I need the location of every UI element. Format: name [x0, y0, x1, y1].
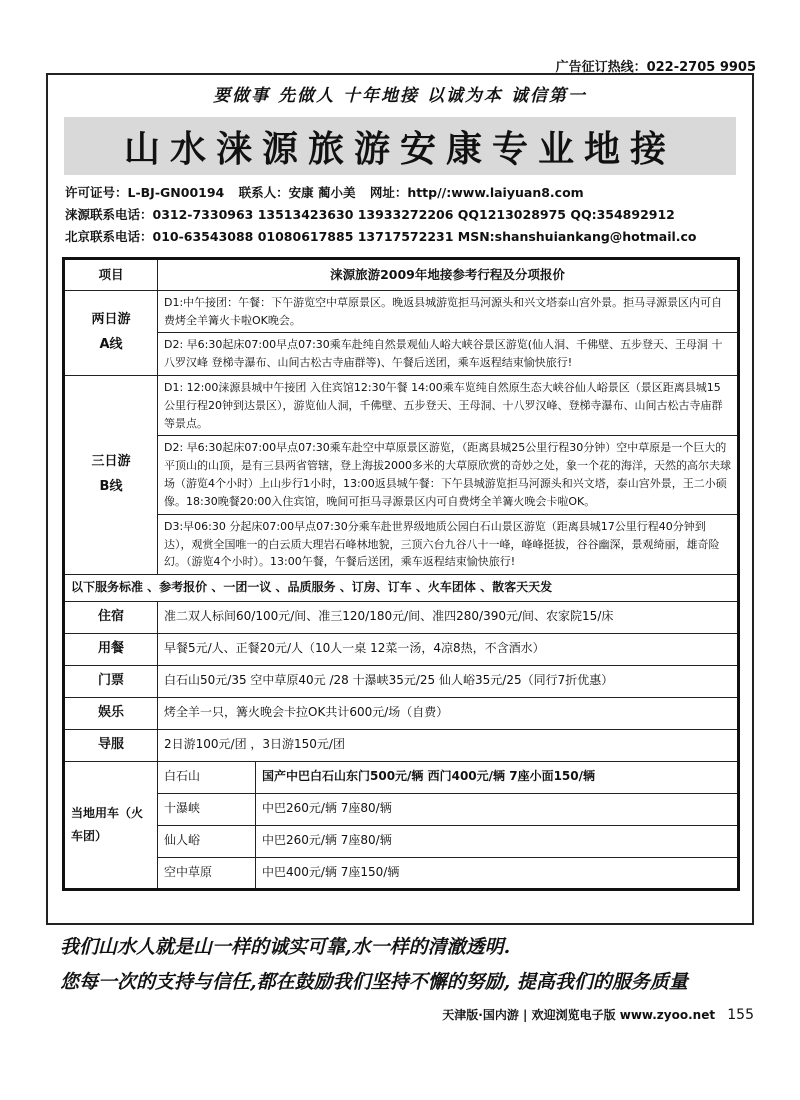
ad-hotline: 广告征订热线：022-2705 9905 — [555, 60, 756, 75]
table-header-row — [64, 259, 739, 291]
two-day-d2: D2: 早6:30起床07:00早点07:30乘车赴纯自然景观仙人峪大峡谷景区游览(仙人洞、千佛壁、五步登天、王母洞 十八罗汉峰 登梯寺瀑布、山间古松古寺庙群等)、午餐后送团，乘车返程结束愉快旅行! — [158, 333, 739, 376]
price-label: 住宿 — [64, 601, 158, 633]
website[interactable]: 网址：http//:www.laiyuan8.com — [369, 185, 584, 200]
price-label: 娱乐 — [64, 697, 158, 729]
car-label: 当地用车（火车团） — [64, 761, 158, 889]
footer-motto-1: 我们山水人就是山一样的诚实可靠,水一样的清澈透明. — [60, 936, 511, 958]
price-value: 早餐5元/人、正餐20元/人（10人一桌 12菜一汤，4凉8热，不含酒水） — [158, 633, 739, 665]
car-row — [64, 857, 739, 889]
license-number: 许可证号：L-BJ-GN00194 — [65, 185, 225, 200]
price-value: 烤全羊一只，篝火晚会卡拉OK共计600元/场（自费） — [158, 697, 739, 729]
two-day-d1: D1:中午接团：午餐：下午游览空中草原景区。晚返县城游览拒马河源头和兴文塔泰山宫外景。拒马寻源景区内可自费烤全羊篝火卡啦OK晚会。 — [158, 290, 739, 333]
three-day-label: 三日游 B线 — [64, 376, 158, 575]
contact-line-1 — [65, 183, 594, 201]
banner-title: 山水涞源旅游安康专业地接 — [64, 117, 736, 175]
car-row — [64, 793, 739, 825]
price-row — [64, 601, 739, 633]
services-row — [64, 575, 739, 601]
car-place: 空中草原 — [158, 857, 256, 889]
price-label: 门票 — [64, 665, 158, 697]
edition-text: 天津版·国内游 | 欢迎浏览电子版 www.zyoo.net — [442, 1008, 716, 1022]
header-item: 项目 — [64, 259, 158, 291]
car-row — [64, 825, 739, 857]
price-row — [64, 697, 739, 729]
car-price: 国产中巴白石山东门500元/辆 西门400元/辆 7座小面150/辆 — [256, 761, 739, 793]
header-title: 涞源旅游2009年地接参考行程及分项报价 — [158, 259, 739, 291]
price-row — [64, 729, 739, 761]
edition-bar — [442, 1006, 754, 1023]
price-value: 2日游100元/团 ，3日游150元/团 — [158, 729, 739, 761]
car-price: 中巴260元/辆 7座80/辆 — [256, 793, 739, 825]
car-place: 仙人峪 — [158, 825, 256, 857]
car-place: 白石山 — [158, 761, 256, 793]
three-day-d3: D3:早06:30 分起床07:00早点07:30分乘车赴世界级地质公园白石山景区游览（距离县城17公里行程40分钟到达），观赏全国唯一的白云质大理岩石峰林地貌，三顶六台九谷八十一峰，峰峰挺拔，谷谷幽深，景观绮丽，雄奇险幻。（游览4个小时）。13:00午餐，午餐后送团，乘车返程结束愉快旅行! — [158, 514, 739, 574]
price-row — [64, 633, 739, 665]
three-day-d2-row — [64, 436, 739, 514]
beijing-phone: 北京联系电话：010-63543088 01080617885 13717572231 MSN:shanshuiankang@hotmail.co — [65, 229, 697, 244]
footer-motto-2: 您每一次的支持与信任,都在鼓励我们坚持不懈的努励, 提高我们的服务质量 — [60, 971, 688, 993]
car-price: 中巴260元/辆 7座80/辆 — [256, 825, 739, 857]
three-day-d2: D2: 早6:30起床07:00早点07:30乘车赴空中草原景区游览，（距离县城25公里行程30分钟）空中草原是一个巨大的平顶山的山顶，是有三县两省管辖，登上海拔2000多米的大草原欣赏的奇妙之处，象一个花的海洋，天然的高尔夫球场（游览4个小时）上山步行1小时，13:00返县城午餐：下午县城游览拒马河源头和兴文塔，泰山宫外景，王二小硕像。18:30晚餐20:00入住宾馆，晚间可拒马寻源景区内可自费烤全羊篝火晚会卡啦OK。 — [158, 436, 739, 514]
page-number: 155 — [727, 1007, 754, 1023]
two-day-label: 两日游 A线 — [64, 290, 158, 375]
price-value: 白石山50元/35 空中草原40元 /28 十瀑峡35元/25 仙人峪35元/25（同行7折优惠） — [158, 665, 739, 697]
price-label: 导服 — [64, 729, 158, 761]
services-text: 以下服务标准 、参考报价 、一团一议 、品质服务 、订房、订车 、火车团体 、散客天天发 — [64, 575, 739, 601]
three-day-d1-row — [64, 376, 739, 436]
car-price: 中巴400元/辆 7座150/辆 — [256, 857, 739, 889]
two-day-d2-row — [64, 333, 739, 376]
price-label: 用餐 — [64, 633, 158, 665]
car-place: 十瀑峡 — [158, 793, 256, 825]
price-value: 准二双人标间60/100元/间、准三120/180元/间、准四280/390元/间、农家院15/床 — [158, 601, 739, 633]
ad-frame — [46, 73, 754, 925]
two-day-d1-row — [64, 290, 739, 333]
three-day-d3-row — [64, 514, 739, 574]
price-row — [64, 665, 739, 697]
car-row — [64, 761, 739, 793]
laiyuan-phone: 涞源联系电话：0312-7330963 13513423630 13933272206 QQ1213028975 QQ:354892912 — [65, 207, 675, 222]
itinerary-table — [62, 257, 740, 891]
three-day-d1: D1: 12:00涞源县城中午接团 入住宾馆12:30午餐 14:00乘车览纯自然原生态大峡谷仙人峪景区（景区距离县城15公里行程20钟到达景区），游览仙人洞，千佛壁、五步登天、王母洞、十八罗汉峰、登梯寺瀑布、山间古松古寺庙群等景点。 — [158, 376, 739, 436]
slogan: 要做事 先做人 十年地接 以诚为本 诚信第一 — [213, 86, 587, 106]
contact-person: 联系人：安康 蔺小美 — [238, 185, 356, 200]
